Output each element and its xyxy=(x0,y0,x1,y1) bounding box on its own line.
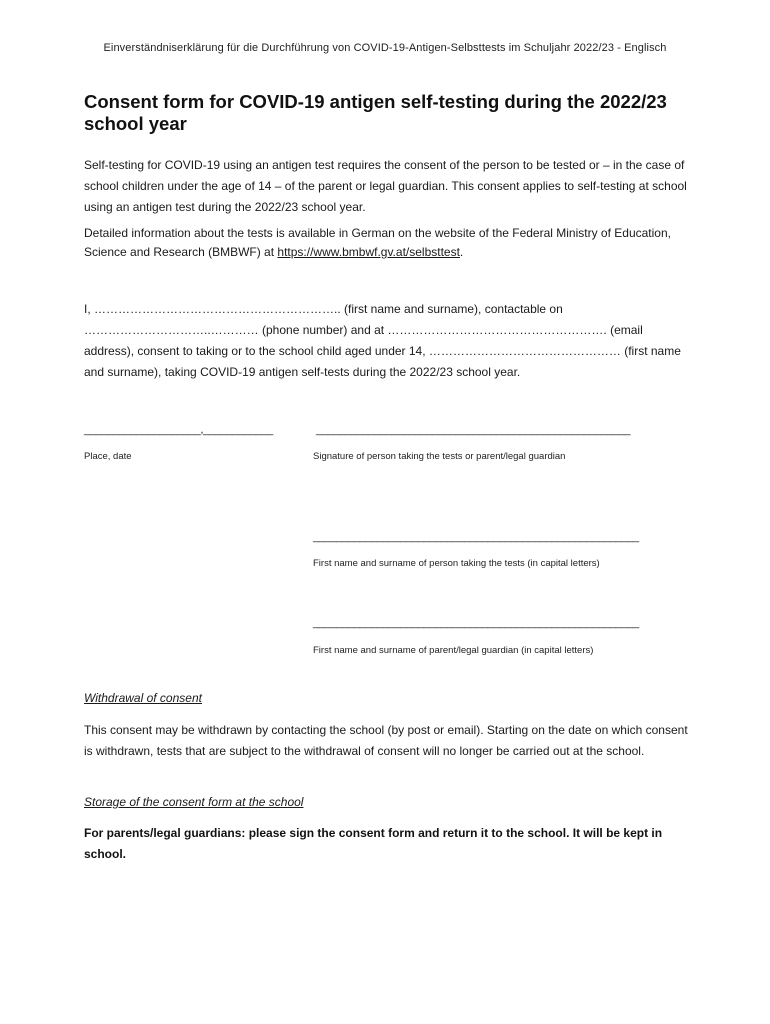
name-person-label: First name and surname of person taking the tests (in capital letters) xyxy=(313,558,600,569)
storage-heading: Storage of the consent form at the school xyxy=(84,795,304,809)
info-text-before: Detailed information about the tests is available in German on the website of the Federal Ministry of Education, Science and Research (BMBWF) at xyxy=(84,226,671,259)
signature-line[interactable]: ______________________________________________________ xyxy=(316,424,631,436)
signature-label: Signature of person taking the tests or parent/legal guardian xyxy=(313,451,566,462)
page-header: Einverständniserklärung für die Durchführung von COVID-19-Antigen-Selbsttests im Schuljahr 2022/23 - Englisch xyxy=(103,42,667,54)
selbsttest-link[interactable]: https://www.bmbwf.gv.at/selbsttest xyxy=(277,245,460,259)
name-guardian-line[interactable]: ________________________________________________________ xyxy=(313,617,639,629)
info-text-after: . xyxy=(459,245,464,259)
name-guardian-label: First name and surname of parent/legal guardian (in capital letters) xyxy=(313,645,594,656)
declaration-paragraph: I, …………………………………………………….. (first name and surname), contactable on …………………………..………… (phone number) and at ………………………………………………. (email address), consent to taking or to the school child aged under 14, ………………………………………… (first name and surname), taking COVID-19 antigen self-tests during the 2022/23 school year. xyxy=(84,302,681,379)
page-title: Consent form for COVID-19 antigen self-testing during the 2022/23 school year xyxy=(84,91,667,134)
withdrawal-paragraph: This consent may be withdrawn by contacting the school (by post or email). Starting on the date on which consent is withdrawn, tests that are subject to the withdrawal of consent will no longer be carried out at the school. xyxy=(84,723,688,758)
place-date-label: Place, date xyxy=(84,451,132,462)
storage-paragraph: For parents/legal guardians: please sign the consent form and return it to the school. It will be kept in school. xyxy=(84,826,663,861)
intro-paragraph: Self-testing for COVID-19 using an antigen test requires the consent of the person to be tested or – in the case of school children under the age of 14 – of the parent or legal guardian. This consent applies to self-testing at school using an antigen test during the 2022/23 school year. xyxy=(84,158,687,214)
withdrawal-heading: Withdrawal of consent xyxy=(84,691,202,705)
name-person-line[interactable]: ________________________________________________________ xyxy=(313,531,639,543)
info-paragraph xyxy=(84,224,690,262)
place-date-line[interactable]: ____________________,____________ xyxy=(84,424,273,436)
